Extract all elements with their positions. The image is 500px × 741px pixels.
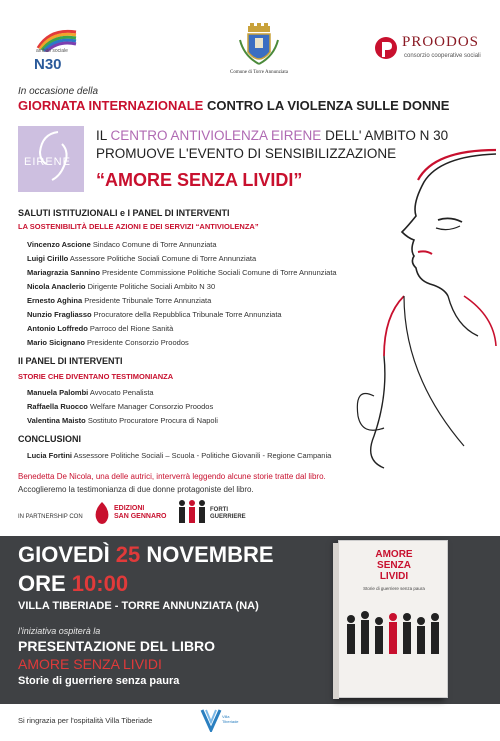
centro-name: CENTRO ANTIVIOLENZA EIRENE (110, 128, 322, 143)
section2-subheading: STORIE CHE DIVENTANO TESTIMONIANZA (18, 372, 174, 381)
centro-il: IL (96, 128, 111, 143)
event-date (18, 542, 274, 568)
speaker-role: Assessore Politiche Sociali Comune di Torre Annunziata (68, 254, 257, 263)
villa-logo-text (222, 714, 239, 724)
speaker-row (27, 338, 189, 347)
speaker-row (27, 451, 331, 460)
speaker-name: Mariagrazia Sannino (27, 268, 100, 277)
section1-heading: SALUTI ISTITUZIONALI e I PANEL DI INTERVENTI (18, 208, 230, 218)
speaker-role: Assessore Politiche Sociali – Scuola - Politiche Giovanili - Regione Campania (72, 451, 332, 460)
occasione-text: In occasione della (18, 86, 99, 97)
eirene-logo-label: EIRENE (24, 156, 71, 168)
benedetta-note: Benedetta De Nicola, una delle autrici, interverrà leggendo alcune storie tratte dal libro. (18, 472, 326, 481)
proodos-mark-icon (374, 34, 400, 64)
speaker-name: Lucia Fortini (27, 451, 72, 460)
speaker-role: Presidente Commissione Politiche Sociali Comune di Torre Annunziata (99, 268, 337, 277)
speaker-row (27, 268, 337, 277)
speaker-name: Nicola Anaclerio (27, 282, 86, 291)
event-time (18, 571, 128, 597)
speaker-row (27, 324, 173, 333)
crest-caption: Comune di Torre Annunziata (229, 70, 289, 75)
villa-logo-line2: Tiberiade (222, 719, 239, 724)
edizioni-san-gennaro-logo (92, 500, 172, 530)
promuove-line: PROMUOVE L'EVENTO DI SENSIBILIZZAZIONE (96, 146, 397, 161)
speaker-role: Sindaco Comune di Torre Annunziata (90, 240, 217, 249)
event-place: VILLA TIBERIADE - TORRE ANNUNZIATA (NA) (18, 600, 259, 612)
centro-line (96, 128, 448, 143)
time-label: ORE (18, 571, 72, 596)
date-day: 25 (115, 542, 141, 567)
cover-title-3: LIVIDI (379, 571, 409, 582)
ambito-logo-text: N30 (34, 56, 62, 73)
villa-logo-line1: Villa (222, 714, 230, 719)
forti-guerriere-logo (176, 498, 246, 528)
speaker-row (27, 402, 213, 411)
women-silhouettes-icon (176, 498, 208, 526)
san-gennaro-line1: EDIZIONI (114, 505, 145, 512)
villa-tiberiade-mark-icon (200, 708, 222, 732)
torre-annunziata-crest (224, 22, 294, 82)
partnership-label: IN PARTNERSHIP CON (18, 514, 83, 520)
cover-title-2: SENZA (377, 560, 411, 571)
san-gennaro-mark-icon (92, 500, 112, 526)
crest-icon (224, 22, 294, 70)
speaker-row (27, 282, 215, 291)
book-cover (338, 540, 448, 698)
date-weekday: GIOVEDÌ (18, 542, 116, 567)
book-cover-subtitle: Storie di guerriere senza paura (363, 586, 425, 591)
giornata-red: GIORNATA INTERNAZIONALE (18, 98, 204, 113)
event-title: “AMORE SENZA LIVIDI” (96, 170, 303, 190)
forti-guerriere-text (210, 507, 246, 521)
speaker-name: Vincenzo Ascione (27, 240, 91, 249)
footer-thanks: Si ringrazia per l'ospitalità Villa Tiberiade (18, 716, 153, 725)
crowd-silhouettes-icon (339, 605, 449, 685)
forti-line1: FORTI (210, 507, 228, 513)
san-gennaro-line2: SAN GENNARO (114, 513, 167, 520)
proodos-name: PROODOS (402, 34, 480, 50)
forti-line2: GUERRIERE (210, 514, 246, 520)
speaker-name: Luigi Cirillo (27, 254, 69, 263)
speaker-role: Presidente Tribunale Torre Annunziata (82, 296, 212, 305)
speaker-role: Dirigente Politiche Sociali Ambito N 30 (85, 282, 216, 291)
villa-tiberiade-logo (200, 708, 260, 736)
presentazione-heading: PRESENTAZIONE DEL LIBRO (18, 638, 216, 654)
section1-subheading: LA SOSTENIBILITÀ DELLE AZIONI E DEI SERVIZI “ANTIVIOLENZA” (18, 222, 259, 231)
book-title: AMORE SENZA LIVIDI (18, 656, 162, 672)
giornata-rest: CONTRO LA VIOLENZA SULLE DONNE (203, 98, 450, 113)
testimonianza-note: Accoglieremo la testimonianza di due donne protagoniste del libro. (18, 485, 254, 494)
speaker-role: Welfare Manager Consorzio Proodos (87, 402, 214, 411)
speaker-row (27, 240, 217, 249)
speaker-name: Valentina Maisto (27, 416, 86, 425)
section2-heading: II PANEL DI INTERVENTI (18, 356, 123, 366)
woman-face-illustration (344, 146, 500, 476)
book-subtitle: Storie di guerriere senza paura (18, 675, 180, 687)
proodos-subtitle: consorzio cooperative sociali (404, 53, 481, 59)
speaker-role: Sostituto Procuratore Procura di Napoli (85, 416, 218, 425)
cover-title-1: AMORE (375, 549, 413, 560)
ambito-logo-small-text: ambito sociale (36, 48, 68, 54)
giornata-heading (18, 98, 449, 113)
speaker-row (27, 310, 282, 319)
centro-ambito: DELL' AMBITO N 30 (321, 128, 449, 143)
date-month: NOVEMBRE (140, 542, 274, 567)
speaker-name: Ernesto Aghina (27, 296, 83, 305)
speaker-role: Avvocato Penalista (88, 388, 154, 397)
ambito-n30-logo (30, 26, 86, 74)
time-value: 10:00 (71, 571, 129, 596)
section3-heading: CONCLUSIONI (18, 434, 81, 444)
eirene-logo (18, 126, 84, 192)
speaker-name: Antonio Loffredo (27, 324, 88, 333)
san-gennaro-text (114, 505, 167, 521)
book-cover-title (347, 549, 441, 582)
speaker-row (27, 388, 154, 397)
speaker-role: Presidente Consorzio Proodos (84, 338, 189, 347)
ospitera-text: l'iniziativa ospiterà la (18, 626, 101, 636)
speaker-row (27, 254, 256, 263)
speaker-row (27, 296, 211, 305)
speaker-name: Raffaella Ruocco (27, 402, 88, 411)
proodos-logo (374, 34, 484, 74)
speaker-name: Mario Sicignano (27, 338, 85, 347)
speaker-role: Procuratore della Repubblica Tribunale Torre Annunziata (91, 310, 282, 319)
speaker-name: Nunzio Fragliasso (27, 310, 92, 319)
speaker-name: Manuela Palombi (27, 388, 89, 397)
speaker-row (27, 416, 218, 425)
speaker-role: Parroco del Rione Sanità (87, 324, 174, 333)
